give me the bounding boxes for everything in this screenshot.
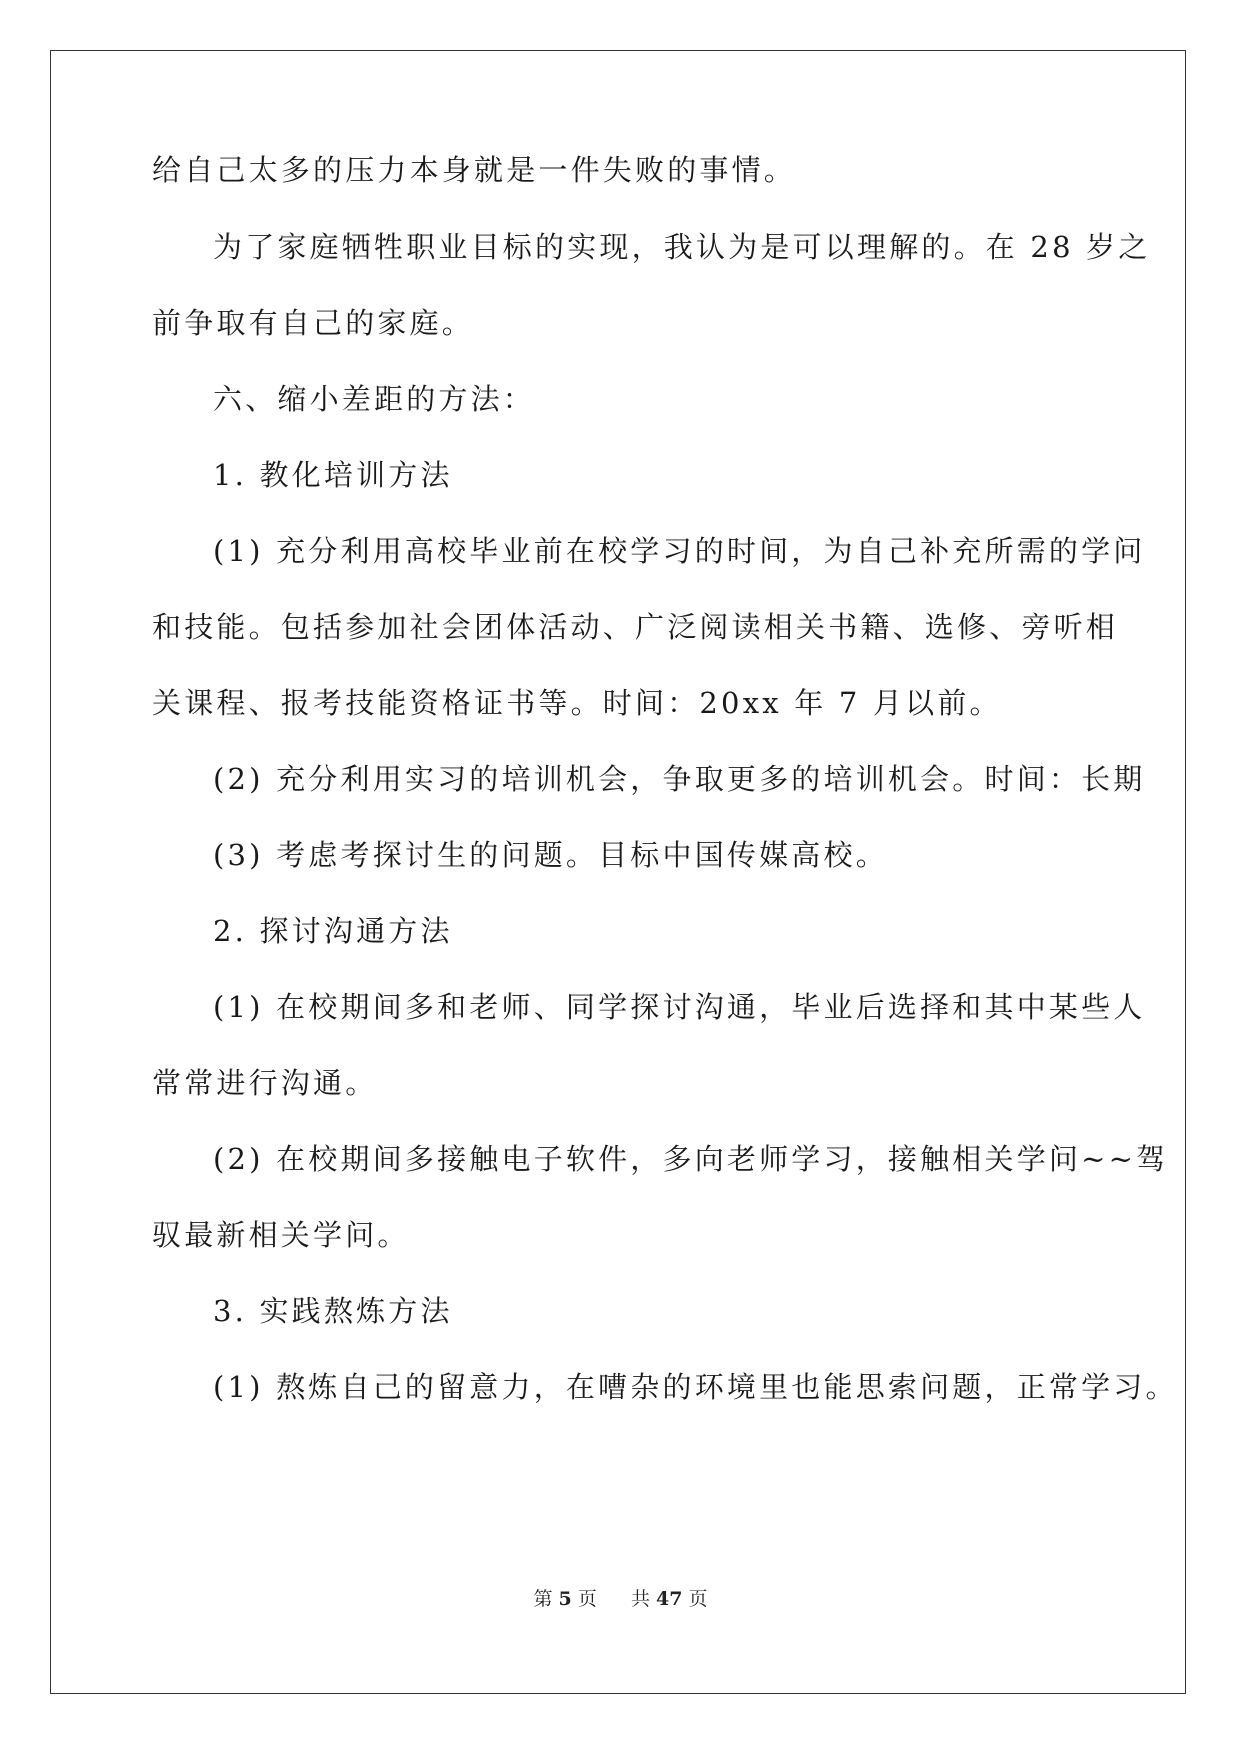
text-line: 关课程、报考技能资格证书等。时间：20xx 年 7 月以前。	[152, 686, 1002, 720]
text-line: 前争取有自己的家庭。	[152, 306, 475, 340]
page-current: 5	[558, 1588, 572, 1610]
text-line: 常常进行沟通。	[152, 1066, 378, 1100]
page-prefix: 第	[533, 1588, 553, 1610]
text-line: (1) 在校期间多和老师、同学探讨沟通，毕业后选择和其中某些人	[213, 990, 1146, 1024]
page-suffix: 页	[577, 1588, 597, 1610]
subsection-heading: 2. 探讨沟通方法	[213, 914, 453, 948]
text-line: 给自己太多的压力本身就是一件失败的事情。	[152, 153, 797, 187]
total-suffix: 页	[688, 1588, 708, 1610]
text-line: 和技能。包括参加社会团体活动、广泛阅读相关书籍、选修、旁听相	[152, 610, 1119, 644]
text-line: (2) 充分利用实习的培训机会，争取更多的培训机会。时间：长期	[213, 762, 1146, 796]
page-footer	[0, 1586, 1241, 1612]
text-line: (1) 熬炼自己的留意力，在嘈杂的环境里也能思索问题，正常学习。	[213, 1370, 1178, 1404]
text-line: (3) 考虑考探讨生的问题。目标中国传媒高校。	[213, 838, 888, 872]
subsection-heading: 3. 实践熬炼方法	[213, 1294, 453, 1328]
total-prefix: 共	[630, 1588, 650, 1610]
text-line: (1) 充分利用高校毕业前在校学习的时间，为自己补充所需的学问	[213, 534, 1146, 568]
section-heading: 六、缩小差距的方法：	[213, 382, 536, 416]
subsection-heading: 1. 教化培训方法	[213, 458, 453, 492]
page-total: 47	[656, 1588, 683, 1610]
text-line: 驭最新相关学问。	[152, 1218, 410, 1252]
text-line: (2) 在校期间多接触电子软件，多向老师学习，接触相关学问~~驾	[213, 1142, 1169, 1176]
text-line: 为了家庭牺牲职业目标的实现，我认为是可以理解的。在 28 岁之	[213, 230, 1151, 264]
